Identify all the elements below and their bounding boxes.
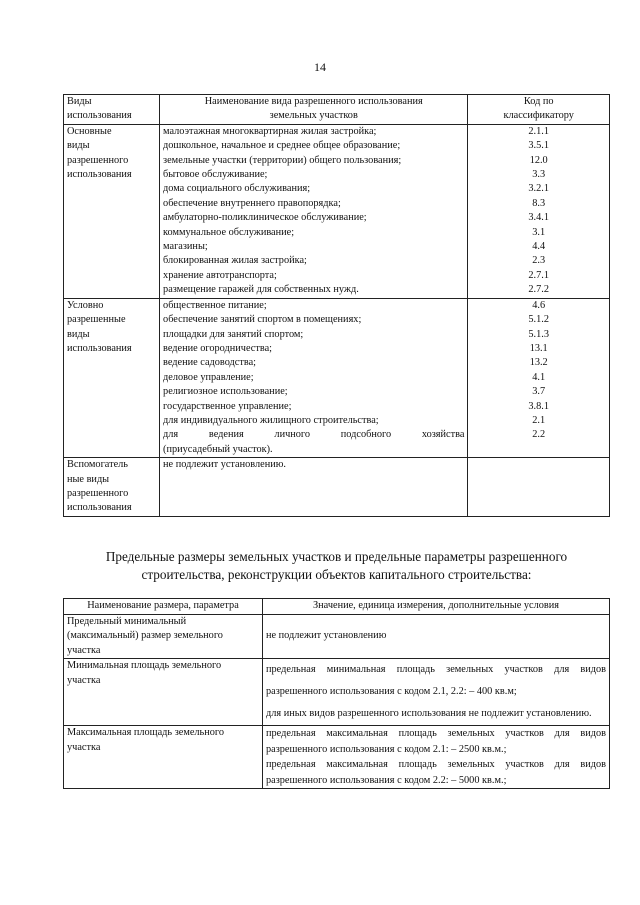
use-item: амбулаторно-поликлиническое обслуживание;	[163, 212, 367, 224]
use-item: для индивидуального жилищного строительства;	[163, 414, 379, 426]
section-heading-line2: строительства, реконструкции объектов капитального строительства:	[141, 567, 532, 582]
table-row	[64, 614, 610, 659]
use-list-auxiliary	[160, 458, 468, 517]
parameter-name-line: участка	[67, 674, 101, 686]
use-code: 2.7.1	[528, 269, 549, 281]
use-item: религиозное использование;	[163, 386, 288, 398]
group-name-line: ные виды	[67, 473, 110, 485]
group-name-line: использования	[67, 342, 132, 354]
parameter-value-text: предельная максимальная площадь земельных участков для видов разрешенного использования с кодом 2.2: – 5000 кв.м.;	[266, 759, 606, 786]
parameter-name-line: участка	[67, 644, 101, 656]
parameter-value	[263, 659, 610, 726]
use-item: ведение огородничества;	[163, 342, 273, 354]
table-header-row	[64, 599, 610, 615]
parameter-name	[64, 614, 263, 659]
section-heading	[63, 548, 610, 584]
header-use-name-line1: Наименование вида разрешенного использования	[204, 96, 423, 107]
use-item: дошкольное, начальное и среднее общее образование;	[163, 140, 401, 152]
parameter-name-line: Предельный минимальный	[67, 615, 187, 627]
header-parameter-name: Наименование размера, параметра	[64, 599, 263, 615]
parameter-value	[263, 726, 610, 789]
group-name-line: разрешенного	[67, 154, 129, 166]
use-code: 3.4.1	[528, 212, 549, 224]
group-name-line: использования	[67, 169, 132, 181]
parameter-name-line: Максимальная площадь земельного	[67, 727, 225, 739]
use-code: 3.1	[532, 226, 546, 238]
use-item: дома социального обслуживания;	[163, 183, 311, 195]
parameter-value-text: предельная максимальная площадь земельных участков для видов разрешенного использования с кодом 2.1: – 2500 кв.м.;	[266, 728, 606, 755]
use-code: 3.7	[532, 386, 546, 398]
table-header-row	[64, 95, 610, 125]
use-item: для ведения личного подсобного хозяйства	[163, 429, 465, 441]
page-number: 14	[314, 60, 326, 74]
group-name-line: Вспомогатель	[67, 459, 128, 471]
land-use-table	[63, 94, 610, 517]
use-list-main	[160, 124, 468, 298]
group-name-line: Основные	[67, 125, 112, 137]
header-use-types: Виды использования	[64, 95, 160, 125]
use-code: 5.1.2	[528, 314, 549, 326]
use-code: 3.5.1	[528, 140, 549, 152]
use-code: 4.4	[532, 241, 546, 253]
table-row-auxiliary-uses	[64, 458, 610, 517]
parameter-value-text: не подлежит установлению	[266, 630, 387, 642]
use-item: государственное управление;	[163, 400, 292, 412]
group-name-main	[64, 124, 160, 298]
header-parameter-value: Значение, единица измерения, дополнительные условия	[263, 599, 610, 615]
parameter-name	[64, 659, 263, 726]
use-code: 2.2	[532, 429, 546, 441]
use-item: малоэтажная многоквартирная жилая застройка;	[163, 125, 377, 137]
use-code: 12.0	[529, 154, 548, 166]
header-code-line1: Код по	[523, 96, 554, 107]
parameter-name-line: (максимальный) размер земельного	[67, 630, 223, 642]
header-classifier-code	[468, 95, 610, 125]
use-item: земельные участки (территории) общего пользования;	[163, 154, 402, 166]
use-code: 3.8.1	[528, 400, 549, 412]
header-use-name	[160, 95, 468, 125]
use-code: 5.1.3	[528, 328, 549, 340]
use-item: бытовое обслуживание;	[163, 169, 268, 181]
use-item: магазины;	[163, 241, 208, 253]
table-row	[64, 659, 610, 726]
parameter-value-text: для иных видов разрешенного использования не подлежит установлению.	[266, 708, 592, 720]
use-item: блокированная жилая застройка;	[163, 255, 307, 267]
parameter-value-text: предельная минимальная площадь земельных участков для видов разрешенного использования с кодом 2.1, 2.2: – 400 кв.м;	[266, 664, 606, 698]
use-item: общественное питание;	[163, 299, 267, 311]
use-code: 4.6	[532, 299, 546, 311]
use-list-conditional	[160, 298, 468, 457]
group-name-line: использования	[67, 502, 132, 514]
table-row-conditional-uses	[64, 298, 610, 457]
use-code: 2.7.2	[528, 284, 549, 296]
use-code: 3.2.1	[528, 183, 549, 195]
section-heading-line1: Предельные размеры земельных участков и предельные параметры разрешенного	[105, 549, 568, 564]
group-name-line: разрешенные	[67, 314, 126, 326]
use-code: 8.3	[532, 197, 546, 209]
use-code: 13.2	[529, 357, 548, 369]
table-row	[64, 726, 610, 789]
code-list-conditional	[468, 298, 610, 457]
use-item: обеспечение внутреннего правопорядка;	[163, 197, 341, 209]
group-name-line: Условно	[67, 299, 104, 311]
header-use-name-line2: земельных участков	[269, 110, 358, 122]
use-code: 2.3	[532, 255, 546, 267]
group-name-conditional	[64, 298, 160, 457]
code-list-auxiliary	[468, 458, 610, 517]
use-item: ведение садоводства;	[163, 357, 257, 369]
use-item: обеспечение занятий спортом в помещениях;	[163, 314, 362, 326]
code-list-main	[468, 124, 610, 298]
use-code: 13.1	[529, 342, 548, 354]
parameter-name-line: Минимальная площадь земельного	[67, 660, 222, 672]
use-item: площадки для занятий спортом;	[163, 328, 304, 340]
group-name-auxiliary	[64, 458, 160, 517]
use-item-continued: (приусадебный участок).	[163, 443, 273, 455]
use-code: 3.3	[532, 169, 546, 181]
parameter-name-line: участка	[67, 741, 101, 753]
parameter-name	[64, 726, 263, 789]
use-item: хранение автотранспорта;	[163, 269, 277, 281]
group-name-line: разрешенного	[67, 487, 129, 499]
use-code: 2.1.1	[528, 125, 549, 137]
parameters-table	[63, 598, 610, 789]
header-code-line2: классификатору	[503, 110, 574, 122]
group-name-line: виды	[67, 140, 90, 152]
parameter-value	[263, 614, 610, 659]
use-item: размещение гаражей для собственных нужд.	[163, 284, 359, 296]
use-item: не подлежит установлению.	[163, 459, 287, 471]
group-name-line: виды	[67, 328, 90, 340]
table-row-main-uses	[64, 124, 610, 298]
use-code: 4.1	[532, 371, 546, 383]
use-item: деловое управление;	[163, 371, 254, 383]
use-item: коммунальное обслуживание;	[163, 226, 295, 238]
use-code: 2.1	[532, 414, 546, 426]
